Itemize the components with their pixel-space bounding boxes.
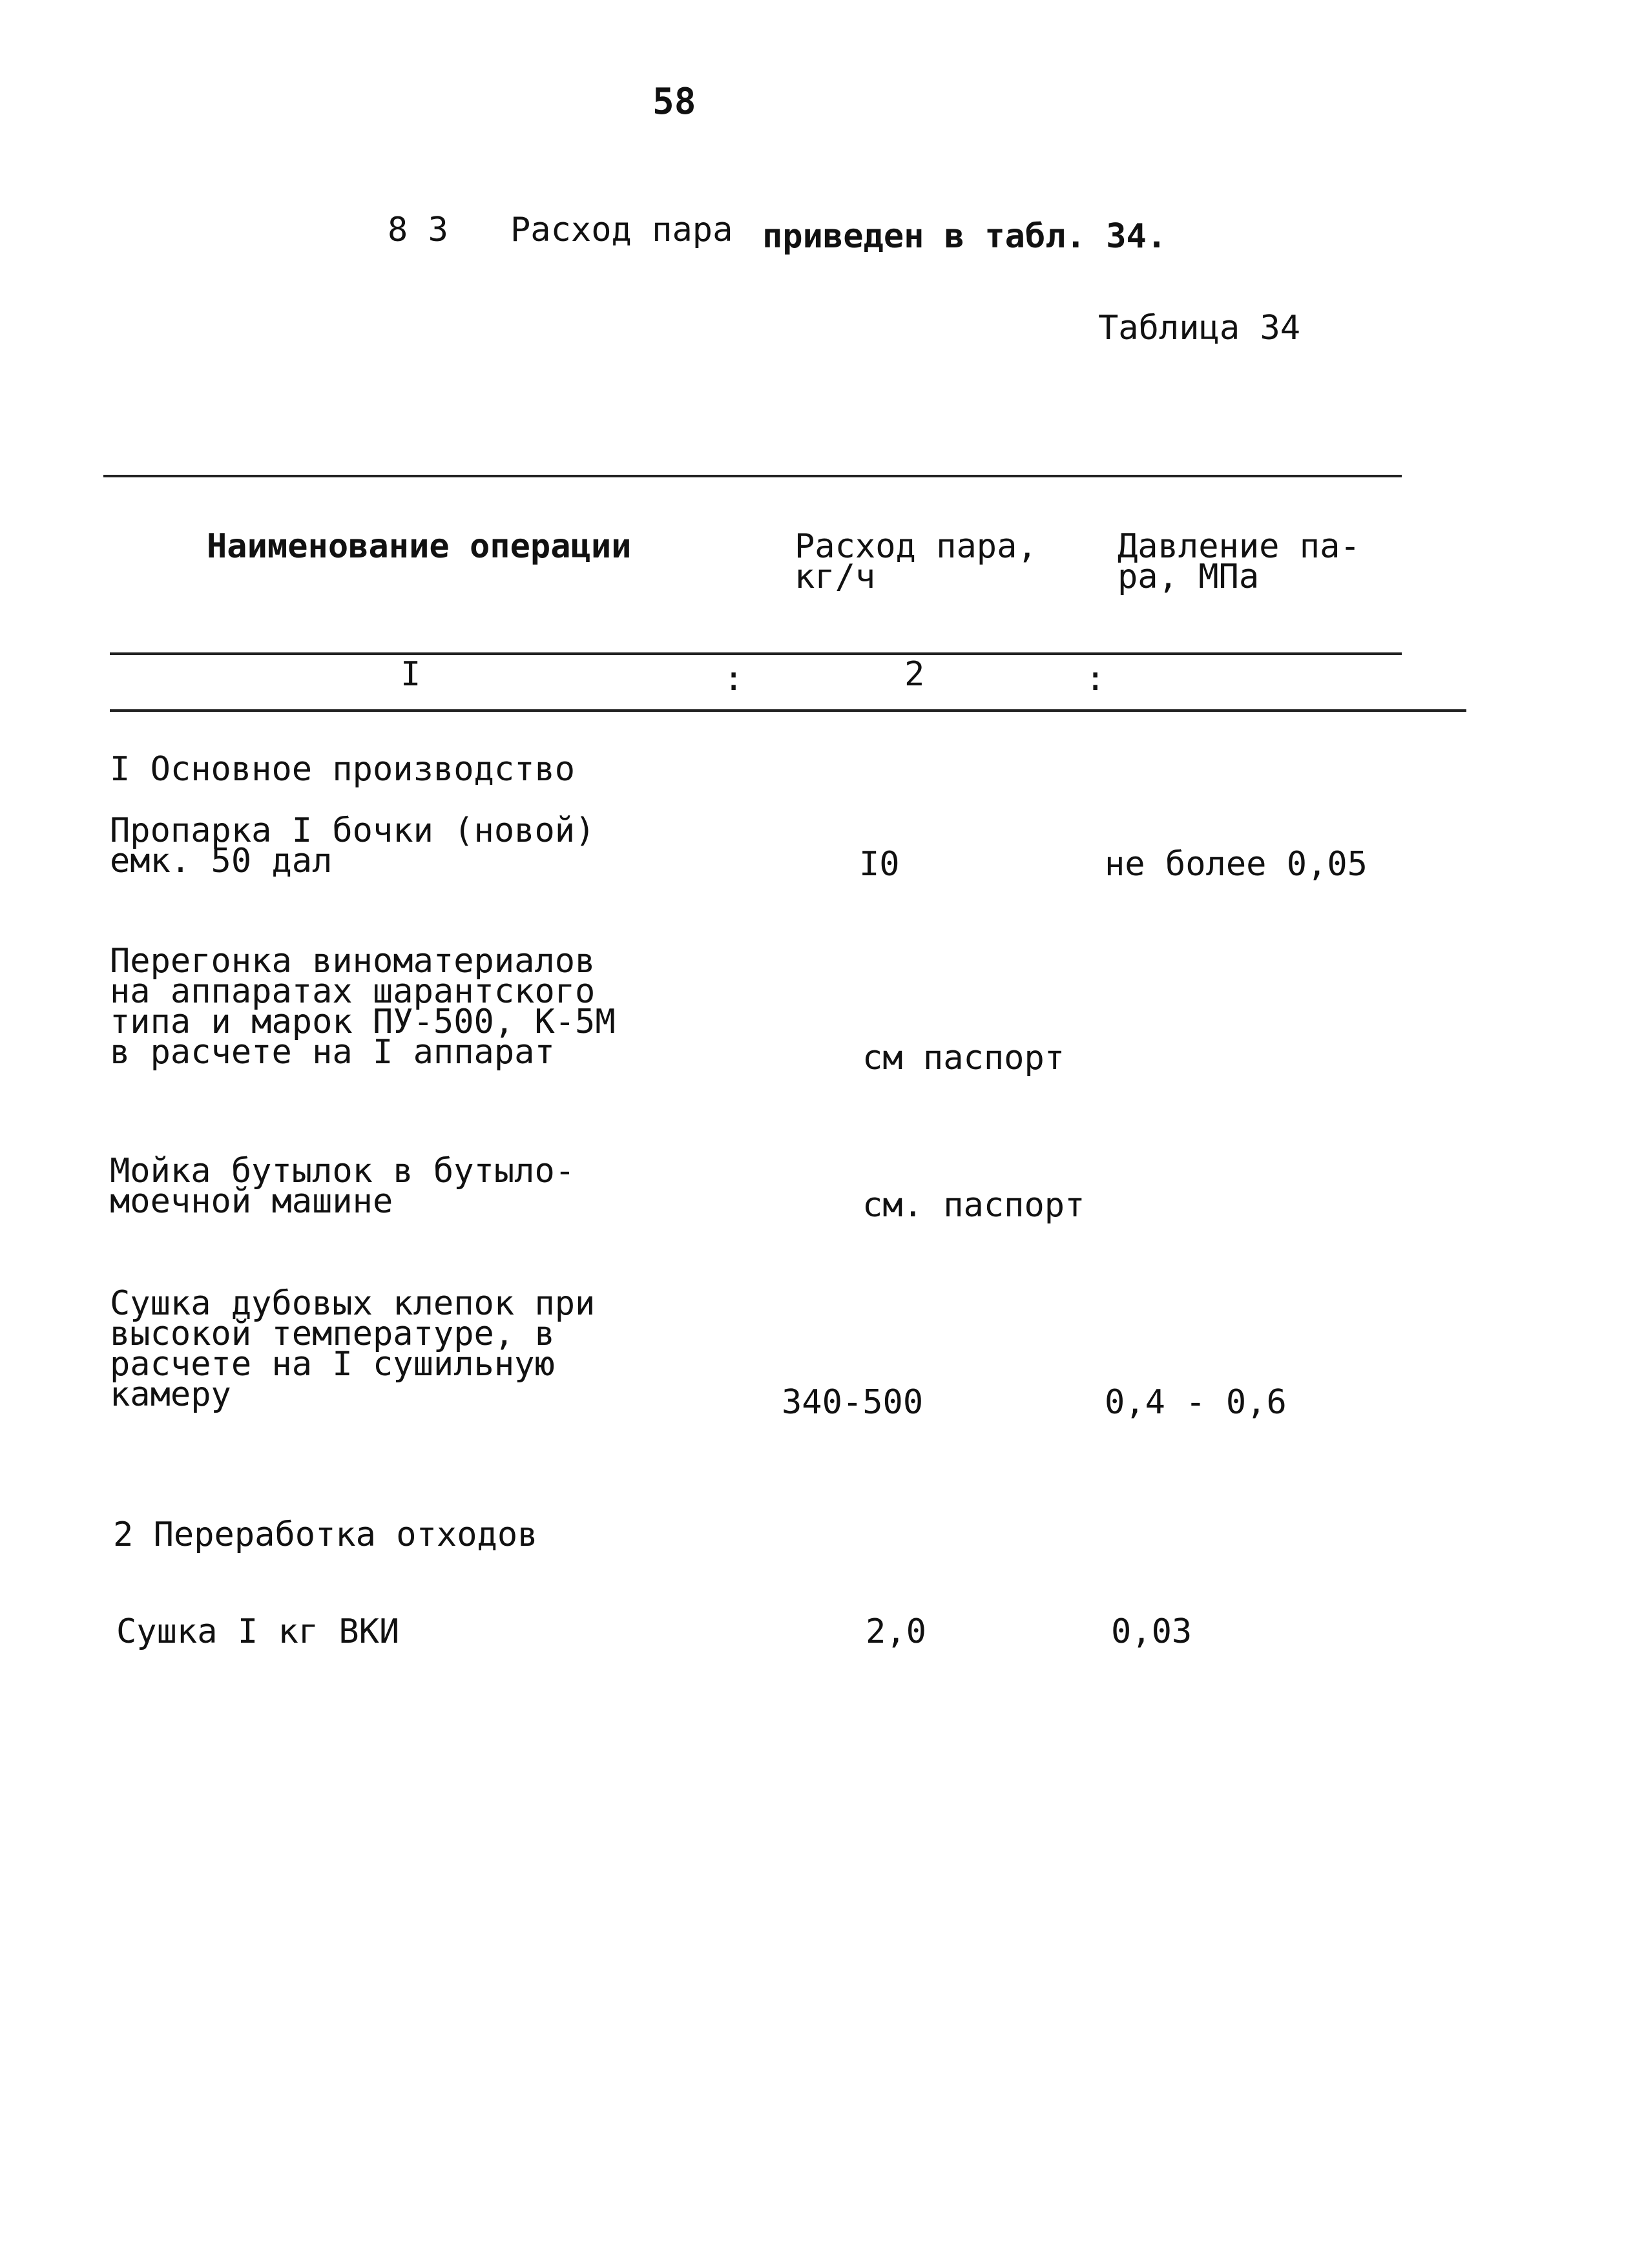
row-5-steam-pressure: 0,03 bbox=[1111, 1612, 1192, 1651]
intro-text-b: приведен в табл. 34. bbox=[762, 217, 1167, 256]
header-rule bbox=[110, 652, 1402, 655]
column-numbers-rule bbox=[110, 709, 1466, 712]
row-3-see-passport: см. паспорт bbox=[862, 1186, 1085, 1225]
section-2-title: 2 Переработка отходов bbox=[113, 1515, 538, 1554]
row-1-steam-flow: I0 bbox=[859, 845, 900, 884]
table-top-rule bbox=[103, 475, 1402, 477]
section-number: 8 3 bbox=[388, 211, 448, 249]
intro-text-a: Расход пара bbox=[510, 211, 733, 249]
row-5-steam-flow: 2,0 bbox=[866, 1612, 926, 1651]
column-separator-2: : bbox=[1085, 660, 1106, 698]
column-number-1: I bbox=[401, 655, 421, 694]
table-caption: Таблица 34 bbox=[1098, 309, 1301, 348]
row-3-operation: Мойка бутылок в бутыло- моечной машине bbox=[110, 1152, 576, 1221]
row-5-operation: Сушка I кг ВКИ bbox=[116, 1612, 400, 1651]
header-steam-flow: Расход пара, кг/ч bbox=[795, 527, 1037, 596]
header-steam-pressure: Давление па- ра, МПа bbox=[1118, 527, 1360, 596]
row-1-operation: Пропарка I бочки (новой) емк. 50 дал bbox=[110, 811, 596, 880]
header-operation-name: Наименование операции bbox=[207, 527, 632, 566]
row-1-steam-pressure: не более 0,05 bbox=[1105, 845, 1368, 884]
row-4-operation: Сушка дубовых клепок при высокой температуре, в расчете на I сушильную камеру bbox=[110, 1284, 596, 1414]
section-1-title: I Основное производство bbox=[110, 750, 576, 789]
column-number-2: 2 bbox=[904, 655, 925, 694]
row-2-see-passport: см паспорт bbox=[862, 1039, 1065, 1077]
page-number: 58 bbox=[652, 81, 696, 123]
row-4-steam-flow: 340-500 bbox=[782, 1383, 924, 1422]
row-4-steam-pressure: 0,4 - 0,6 bbox=[1105, 1383, 1287, 1422]
row-2-operation: Перегонка виноматериалов на аппаратах шарантского типа и марок ПУ-500, К-5М в расчете на I аппарат bbox=[110, 942, 616, 1072]
column-separator-1: : bbox=[723, 660, 744, 698]
